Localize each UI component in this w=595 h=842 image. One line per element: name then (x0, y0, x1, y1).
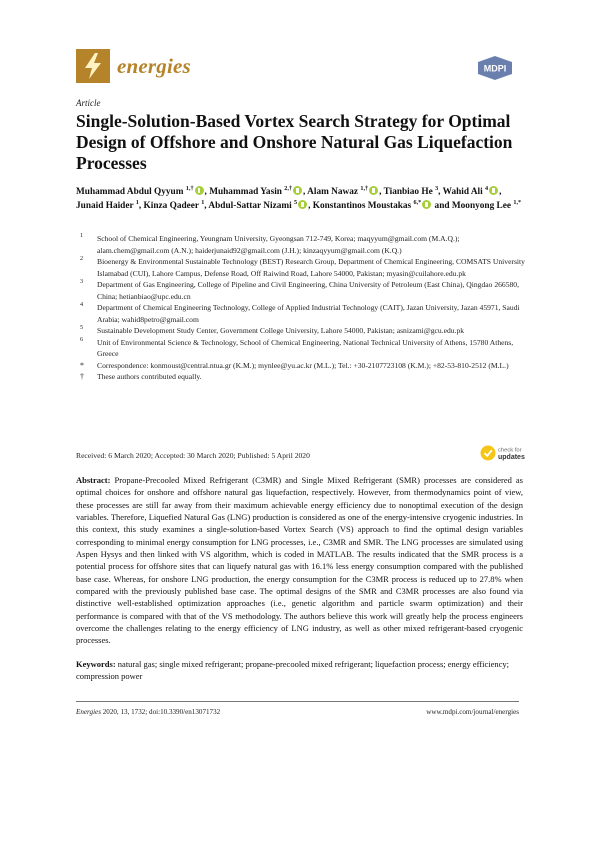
author-name: Tianbiao He (383, 187, 436, 197)
article-type: Article (76, 98, 101, 108)
author-affiliation-marker: 1,† (360, 185, 369, 192)
affiliation-item (76, 302, 526, 325)
author-affiliation-marker: 1,* (513, 199, 522, 207)
affiliation-item (76, 337, 526, 360)
affiliation-text: Unit of Environmental Science & Technology, School of Chemical Engineering, National Technical University of Athens, 15780 Athens, Greece (97, 337, 514, 358)
author-name: Alam Nawaz (307, 187, 361, 197)
author-list (76, 185, 526, 214)
keywords-label: Keywords: (76, 659, 116, 669)
author-name: Konstantinos Moustakas (312, 201, 414, 212)
paper-title: Single-Solution-Based Vortex Search Strategy for Optimal Design of Offshore and Onshore Natural Gas Liquefaction Processes (76, 111, 513, 173)
author-affiliation-marker: 6,* (413, 199, 422, 207)
abstract-text: Propane-Precooled Mixed Refrigerant (C3MR) and Single Mixed Refrigerant (SMR) processes are considered as optimal choices for onshore and offshore natural gas liquefaction, respectively. However, from thermodynamics point of view, these processes are still far away from their maximum achievable energy efficiency due to nonoptimal execution of the design variables. Therefore, Liquefied Natural Gas (LNG) production is considered as one of the energy-intensive cryogenic industries. In this context, this study examines a single-solution-based Vortex Search (VS) approach to find the optimal design variables corresponding to minimal energy consumption for LNG processes, i.e., C3MR and SMR. The LNG processes are simulated using Aspen Hysys and then linked with VS algorithm, which is coded in MATLAB. The results indicated that the SMR process is a potential process for offshore sites that can liquefy natural gas with 16.1% less energy consumption compared with the published base case. Whereas, for onshore LNG production, the energy consumption for the C3MR process is reduced up to 27.8% when compared with the previously published base case. The optimal designs of the SMR and C3MR processes are also found via distinctive well-established optimization approaches (i.e., genetic algorithm and particle swarm optimization) and their performance is compared with that of the VS methodology. The authors believe this work will greatly help the process engineers overcome the challenges relating to the energy efficiency of LNG industry, as well as other mixed refrigerant-based cryogenic processes. (76, 475, 523, 646)
affiliation-text: Department of Gas Engineering, College of Pipeline and Civil Engineering, China University of Petroleum (East China), Qingdao 266580, China; hetianbiao@upc.edu.cn (97, 280, 519, 301)
affiliation-item (76, 325, 526, 337)
footer-citation (76, 708, 220, 716)
affiliation-marker: 6 (80, 335, 84, 343)
affiliation-text: Sustainable Development Study Center, Government College University, Lahore 54000, Pakistan; asnizami@gcu.edu.pk (97, 326, 465, 335)
author-separator: , (499, 187, 502, 197)
author-separator: , (204, 187, 210, 197)
affiliation-item (76, 360, 526, 372)
orcid-icon[interactable] (298, 200, 307, 209)
footer-divider (76, 701, 519, 702)
author-separator: , (379, 187, 384, 197)
orcid-icon[interactable] (293, 186, 302, 195)
affiliation-item (76, 279, 526, 302)
keywords-text: natural gas; single mixed refrigerant; propane-precooled mixed refrigerant; liquefaction process; energy efficiency; compression power (76, 659, 510, 682)
author-name: Muhammad Abdul Qyyum (76, 187, 186, 197)
svg-text:MDPI: MDPI (483, 63, 507, 74)
publication-dates: Received: 6 March 2020; Accepted: 30 March 2020; Published: 5 April 2020 (76, 451, 310, 460)
abstract-label: Abstract: (76, 475, 111, 485)
author-name: Wahid Ali (442, 187, 486, 197)
author-separator: , (308, 201, 313, 212)
author-name: Abdul-Sattar Nizami (208, 201, 294, 212)
author-name: Junaid Haider (76, 201, 136, 212)
affiliation-item (76, 256, 526, 279)
check-for-updates-badge[interactable] (480, 443, 528, 463)
author-name: Muhammad Yasin (209, 187, 285, 197)
affiliation-marker: † (80, 372, 84, 381)
footer-year-vol: 2020, 13, 1732; doi:10.3390/en13071732 (102, 708, 221, 716)
author-affiliation-marker: 5 (294, 199, 298, 207)
svg-text:updates: updates (498, 454, 525, 461)
affiliation-marker: 3 (80, 278, 84, 285)
abstract (76, 474, 523, 647)
author-affiliation-marker: 3 (435, 185, 439, 192)
footer-url[interactable]: www.mdpi.com/journal/energies (426, 708, 519, 716)
affiliation-marker: * (80, 360, 84, 370)
author-separator: , (204, 201, 209, 212)
mdpi-logo (474, 56, 516, 80)
affiliations (76, 233, 526, 383)
affiliation-item (76, 233, 526, 256)
affiliation-marker: 2 (80, 255, 84, 262)
affiliation-marker: 5 (80, 324, 84, 331)
author-name: Moonyong Lee (451, 201, 514, 212)
author-affiliation-marker: 1 (135, 199, 139, 207)
orcid-icon[interactable] (489, 186, 498, 195)
author-affiliation-marker: 4 (485, 185, 489, 192)
affiliation-text: Correspondence: konmoust@central.ntua.gr (K.M.); mynlee@yu.ac.kr (M.L.); Tel.: +30-2107723108 (K.M.); +82-53-810-2512 (M.L.) (97, 360, 509, 370)
orcid-icon[interactable] (195, 186, 204, 195)
orcid-icon[interactable] (369, 186, 378, 195)
author-separator: , (438, 187, 443, 197)
keywords (76, 658, 523, 683)
affiliation-text: Bioenergy & Environmental Sustainable Technology (BEST) Research Group, Department of Chemical Engineering, COMSATS University Islamabad (CUI), Lahore Campus, Defense Road, Off Raiwind Road, Lahore 54000, Pakistan; myasin@cuilahore.edu.pk (97, 257, 525, 278)
author-affiliation-marker: 1,† (185, 185, 194, 192)
author-affiliation-marker: 1 (201, 199, 205, 207)
footer-journal: Energies (76, 708, 101, 716)
author-separator: , (303, 187, 308, 197)
orcid-icon[interactable] (422, 200, 431, 209)
affiliation-text: These authors contributed equally. (97, 372, 202, 381)
author-separator: and (432, 201, 452, 212)
lightning-bolt-icon (76, 49, 110, 83)
affiliation-marker: 4 (80, 301, 84, 308)
affiliation-marker: 1 (80, 232, 84, 239)
affiliation-item (76, 371, 526, 383)
affiliation-text: Department of Chemical Engineering Technology, College of Applied Industrial Technology (CAIT), Jazan University, Jazan 45971, Saudi Arabia; wahid8petro@gmail.com (97, 303, 520, 324)
author-separator: , (138, 201, 144, 212)
author-affiliation-marker: 2,† (284, 185, 293, 192)
author-name: Kinza Qadeer (143, 201, 202, 212)
svg-text:check for: check for (498, 447, 522, 454)
affiliation-text: School of Chemical Engineering, Yeungnam University, Gyeongsan 712-749, Korea; maqyyum@gmail.com (M.A.Q.); alam.chem@gmail.com (A.N.); haiderjunaid92@gmail.com (J.H.); kinzaqyyum@gmail.com (K.Q.) (97, 234, 460, 255)
journal-name: energies (117, 54, 191, 78)
